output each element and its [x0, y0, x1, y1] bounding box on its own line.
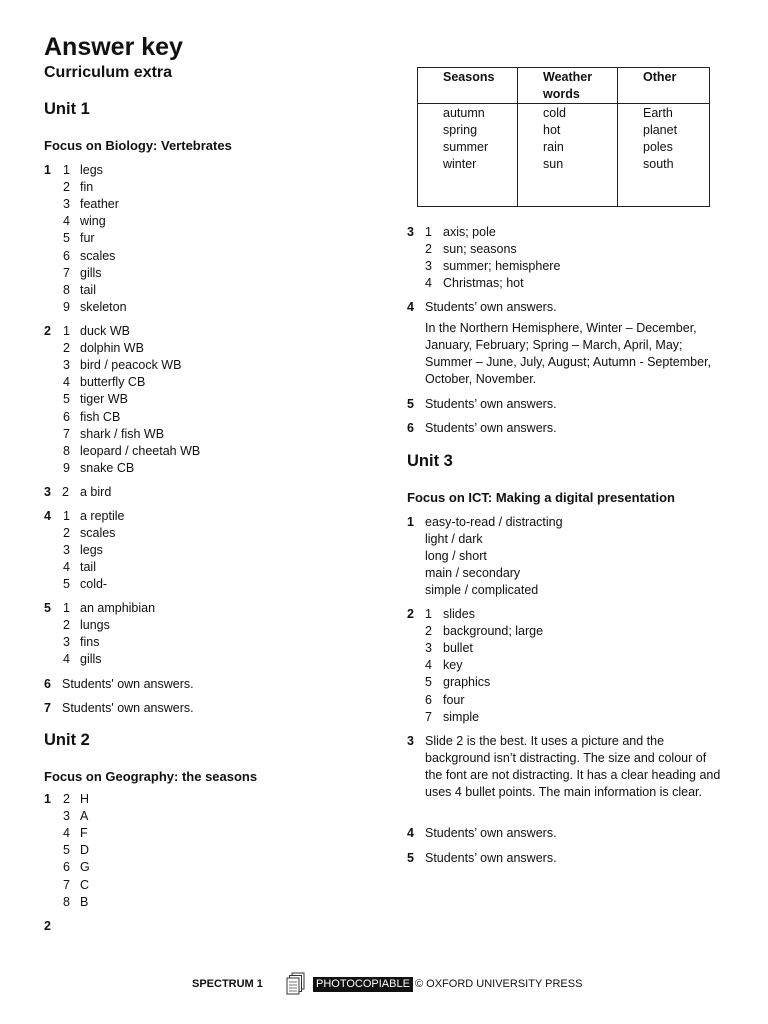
unit2-ex2-number: 2 [44, 919, 51, 933]
unit1-heading: Unit 1 [44, 100, 90, 118]
unit3-ex1-item: easy-to-read / distracting [425, 515, 563, 529]
unit2-ex4-number: 4 [407, 300, 414, 314]
unit1-ex4-item-number: 4 [63, 560, 70, 575]
footer-press: © OXFORD UNIVERSITY PRESS [415, 978, 583, 990]
unit1-ex2-item-text: snake CB [80, 460, 135, 475]
unit3-ex2-item-number: 2 [425, 624, 432, 639]
unit1-ex1-item-text: feather [80, 197, 119, 212]
unit1-ex2-item-number: 4 [63, 375, 70, 390]
unit3-ex2-item-text: bullet [443, 641, 473, 656]
unit2-ex3-item-number: 4 [425, 276, 432, 291]
unit1-ex4-item-number: 3 [63, 543, 70, 558]
unit1-ex1-number: 1 [44, 163, 51, 177]
unit1-ex1-item-text: tail [80, 282, 96, 297]
unit2-ex1-item-text: C [80, 877, 90, 892]
unit1-ex4-item-text: scales [80, 526, 116, 541]
unit3-ex2-item-text: four [443, 692, 465, 707]
unit2-ex1-item-number: 6 [63, 860, 70, 875]
unit3-ex4-answer: Students’ own answers. [425, 826, 557, 840]
table-header-weather: Weather words [518, 68, 618, 104]
unit1-ex5-item-number: 2 [63, 618, 70, 633]
unit1-ex1-item-number: 2 [63, 180, 70, 195]
unit1-ex1-item-text: gills [80, 265, 102, 280]
unit1-ex2-item-text: leopard / cheetah WB [80, 443, 201, 458]
unit3-ex2-item-number: 7 [425, 709, 432, 724]
unit1-ex1-item-number: 4 [63, 214, 70, 229]
unit1-ex5-item-number: 3 [63, 635, 70, 650]
unit3-ex1-item: light / dark [425, 532, 483, 547]
unit2-ex1-item-number: 7 [63, 877, 70, 892]
unit2-ex3-number: 3 [407, 225, 414, 239]
unit1-ex1-item-number: 8 [63, 282, 70, 297]
unit1-ex5-item-number: 4 [63, 652, 70, 667]
table-col-seasons: autumn spring summer winter [418, 104, 518, 207]
unit1-ex1-item-number: 6 [63, 248, 70, 263]
unit1-ex6-number: 6 [44, 677, 51, 691]
unit2-ex1-item-text: H [80, 792, 90, 806]
unit1-ex5-item-text: fins [80, 635, 100, 650]
unit1-ex4-item-number: 2 [63, 526, 70, 541]
unit1-ex5-item-number: 1 [63, 601, 70, 615]
unit2-ex1-item-text: A [80, 809, 89, 824]
unit3-ex2-item-number: 6 [425, 692, 432, 707]
unit1-ex2-item-text: tiger WB [80, 392, 128, 407]
unit1-ex7-answer: Students' own answers. [62, 701, 194, 715]
unit1-ex7-number: 7 [44, 701, 51, 715]
unit1-ex2-item-number: 6 [63, 409, 70, 424]
unit1-ex1-item-number: 9 [63, 299, 70, 314]
table-col-weather: cold hot rain sun [518, 104, 618, 207]
unit2-ex3-item-text: Christmas; hot [443, 276, 524, 291]
unit1-ex5-number: 5 [44, 601, 51, 615]
unit2-ex1-item-number: 8 [63, 894, 70, 909]
unit3-ex5-number: 5 [407, 851, 414, 865]
unit3-ex5-answer: Students’ own answers. [425, 851, 557, 865]
unit1-ex2-item-number: 7 [63, 426, 70, 441]
unit1-ex1-item-number: 1 [63, 163, 70, 177]
unit1-ex4-item-text: legs [80, 543, 103, 558]
unit3-heading: Unit 3 [407, 452, 453, 470]
unit1-ex1-item-text: skeleton [80, 299, 127, 314]
unit3-ex3-answer: Slide 2 is the best. It uses a picture and the background isn’t distracting. The size and colour of the font are not distracting. It has a clear heading and uses 4 bullet points. The main information is clear. [425, 734, 721, 799]
page-footer [0, 976, 768, 996]
unit2-ex1-item-number: 3 [63, 809, 70, 824]
unit1-ex2-item-text: dolphin WB [80, 341, 144, 356]
unit1-ex1-item-number: 5 [63, 231, 70, 246]
unit1-ex2-item-text: bird / peacock WB [80, 358, 182, 373]
unit1-ex4-item-text: a reptile [80, 509, 125, 523]
table-header-seasons: Seasons [418, 68, 518, 104]
unit3-ex1-item: simple / complicated [425, 583, 539, 598]
unit1-ex4-item-number: 5 [63, 577, 70, 592]
unit3-ex2-item-text: background; large [443, 624, 544, 639]
unit2-ex6-number: 6 [407, 421, 414, 435]
unit2-ex1-item-text: D [80, 843, 90, 858]
unit2-ex5-number: 5 [407, 397, 414, 411]
unit1-ex2-item-number: 8 [63, 443, 70, 458]
unit1-ex2-item-text: shark / fish WB [80, 426, 165, 441]
unit1-ex4-number: 4 [44, 509, 51, 523]
unit3-ex2-item-text: graphics [443, 675, 491, 690]
unit2-ex3-item-number: 1 [425, 225, 432, 239]
unit1-ex6-answer: Students' own answers. [62, 677, 194, 691]
unit2-ex1-item-number: 2 [63, 792, 70, 806]
unit1-ex3-number: 3 [44, 485, 51, 499]
unit2-ex3-item-text: sun; seasons [443, 242, 517, 257]
unit2-ex3-item-text: summer; hemisphere [443, 259, 561, 274]
unit1-ex2-item-number: 5 [63, 392, 70, 407]
unit1-ex2-item-number: 9 [63, 460, 70, 475]
unit3-ex2-item-number: 5 [425, 675, 432, 690]
unit2-ex1-item-text: B [80, 894, 89, 909]
unit1-ex2-item-text: fish CB [80, 409, 121, 424]
unit1-ex1-item-number: 3 [63, 197, 70, 212]
unit3-ex3-number: 3 [407, 734, 414, 748]
unit1-ex2-item-number: 1 [63, 324, 70, 338]
unit1-ex2-item-text: butterfly CB [80, 375, 146, 390]
unit1-ex3-item-text: a bird [80, 485, 112, 499]
unit1-ex1-item-text: fin [80, 180, 94, 195]
unit3-ex1-number: 1 [407, 515, 414, 529]
footer-spectrum: SPECTRUM 1 [192, 978, 263, 990]
unit2-ex3-item-number: 3 [425, 259, 432, 274]
unit2-focus: Focus on Geography: the seasons [44, 769, 258, 784]
unit3-ex2-item-text: simple [443, 709, 480, 724]
page-title: Answer key [44, 33, 183, 61]
unit2-ex5-answer: Students’ own answers. [425, 397, 557, 411]
unit3-ex1-item: long / short [425, 549, 487, 564]
unit1-ex1-item-text: fur [80, 231, 95, 246]
unit2-ex3-item-text: axis; pole [443, 225, 496, 239]
unit2-ex1-item-number: 5 [63, 843, 70, 858]
unit3-ex2-item-number: 3 [425, 641, 432, 656]
unit2-ex4-answer: Students’ own answers. [425, 300, 557, 314]
unit1-ex1-item-text: legs [80, 163, 103, 177]
unit1-ex2-number: 2 [44, 324, 51, 338]
unit3-ex2-item-number: 4 [425, 658, 432, 673]
unit1-ex5-item-text: an amphibian [80, 601, 156, 615]
unit3-ex4-number: 4 [407, 826, 414, 840]
unit1-ex2-item-number: 3 [63, 358, 70, 373]
unit1-ex5-item-text: lungs [80, 618, 110, 633]
seasons-table [417, 67, 710, 207]
unit2-ex1-item-text: G [80, 860, 90, 875]
unit2-ex1-item-number: 4 [63, 826, 70, 841]
unit2-heading: Unit 2 [44, 731, 90, 749]
unit1-ex3-item-number: 2 [62, 485, 69, 499]
unit2-ex4-note: In the Northern Hemisphere, Winter – December, January, February; Spring – March, April, May; Summer – June, July, August; Autumn - September, October, November. [425, 321, 712, 386]
unit1-ex5-item-text: gills [80, 652, 102, 667]
unit3-ex2-item-text: key [443, 658, 463, 673]
unit3-ex1-item: main / secondary [425, 566, 521, 581]
unit2-ex6-answer: Students’ own answers. [425, 421, 557, 435]
unit2-ex1-item-text: F [80, 826, 88, 841]
table-header-other: Other [618, 68, 710, 104]
page-subtitle: Curriculum extra [44, 64, 173, 81]
unit3-ex2-item-text: slides [443, 607, 475, 621]
unit1-ex2-item-text: duck WB [80, 324, 131, 338]
unit1-ex1-item-text: wing [80, 214, 106, 229]
unit3-focus: Focus on ICT: Making a digital presentation [407, 490, 675, 505]
unit1-ex4-item-number: 1 [63, 509, 70, 523]
photocopy-icon [286, 972, 306, 996]
table-col-other: Earth planet poles south [618, 104, 710, 207]
unit1-ex2-item-number: 2 [63, 341, 70, 356]
unit3-ex2-item-number: 1 [425, 607, 432, 621]
photocopiable-badge: PHOTOCOPIABLE [313, 977, 413, 992]
unit1-ex1-item-number: 7 [63, 265, 70, 280]
unit1-ex4-item-text: cold- [80, 577, 108, 592]
unit2-ex1-number: 1 [44, 792, 51, 806]
unit1-ex1-item-text: scales [80, 248, 116, 263]
unit2-ex3-item-number: 2 [425, 242, 432, 257]
unit3-ex2-number: 2 [407, 607, 414, 621]
unit1-focus: Focus on Biology: Vertebrates [44, 138, 232, 153]
unit1-ex4-item-text: tail [80, 560, 96, 575]
